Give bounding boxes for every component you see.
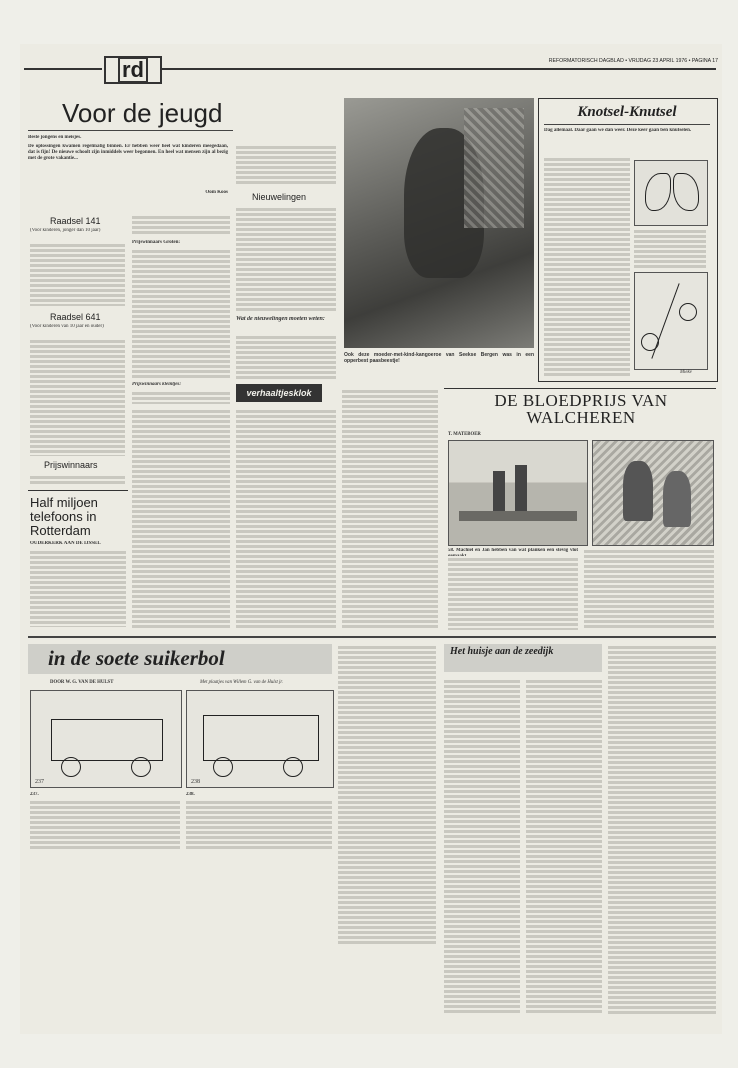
sukerbol-illustration-b xyxy=(186,690,334,788)
col3-lines-top xyxy=(236,144,336,186)
raadsel141-lines xyxy=(30,242,125,306)
bloedprijs-caption-lead: 58. Machiel en Jan hebben van wat planken een stevig vlot xyxy=(448,548,578,553)
kangaroo-caption: Ook deze moeder-met-kind-kangoeroe van Seekse Bergen was in een opperbest paasbeestje! xyxy=(344,352,534,365)
raadsel141-sub: (Voor kinderen, jonger dan 10 jaar) xyxy=(30,228,101,233)
rule xyxy=(28,130,233,131)
flower-drawing xyxy=(634,272,708,370)
jeugd-intro: De oplossingen kwamen regelmatig binnen. Er hebben weer heel wat kinderen meegedaan, dat is fijn! De nieuwe schoolt zijn inmiddels weer begonnen. En heel wat mensen zijn al bezig met de grote vakantie... xyxy=(28,144,228,162)
bloedprijs-title: DE BLOEDPRIJS VAN WALCHEREN xyxy=(494,391,668,427)
knotsel-signature: Mieke xyxy=(680,370,692,375)
jeugd-signoff: Oom Koos xyxy=(205,190,228,195)
raadsel641-lines xyxy=(30,338,125,456)
butterfly-drawing xyxy=(634,160,708,226)
prijswinnaars-groten-label: Prijswinnaars Groten: xyxy=(132,240,181,245)
bloedprijs-illustration-right xyxy=(592,440,714,546)
knotsel-lines-b xyxy=(634,228,706,268)
bloedprijs-text-a xyxy=(448,556,578,630)
huisje-col2 xyxy=(526,678,602,1014)
sukerbol-caption-b xyxy=(186,799,332,851)
rule xyxy=(544,124,710,125)
huisje-col3 xyxy=(608,644,716,1014)
sukerbol-banner xyxy=(28,644,332,674)
knotsel-title: Knotsel-Knutsel xyxy=(577,104,677,120)
verhaal-tag-text: verhaaltjesklok xyxy=(246,388,312,398)
raadsel641-sub: (Voor kinderen van 10 jaar en ouder) xyxy=(30,324,104,329)
bloedprijs-illustration-left xyxy=(448,440,588,546)
huisje-title: Het huisje aan de zeedijk xyxy=(450,646,554,657)
kleintjes-list xyxy=(132,390,230,404)
wat-title: Wat de nieuwelingen moeten weten: xyxy=(236,316,325,322)
masthead-logo xyxy=(104,56,162,84)
verhaal-col3 xyxy=(342,388,438,630)
col2-lines-top xyxy=(132,214,230,236)
prijswinnaars-kleintjes-label: Prijswinnaars kleintjes: xyxy=(132,382,182,387)
sukerbol-caption-b-num: 238. xyxy=(186,792,195,797)
sukerbol-illustration-a-number: 237 xyxy=(35,779,44,785)
sukerbol-credit: Met plaatjes van Willem G. van de Hulst jr. xyxy=(200,680,283,685)
masthead-rule-left xyxy=(24,68,102,70)
jeugd-title: Voor de jeugd xyxy=(62,98,223,128)
bloedprijs-text-b xyxy=(584,548,714,630)
kangaroo-photo xyxy=(344,98,534,348)
telefoons-dateline: OUDERKERK AAN DE IJSSEL xyxy=(30,541,101,546)
newspaper-page xyxy=(20,44,722,1034)
bloedprijs-author: T. MATEBOER xyxy=(448,432,481,437)
raadsel641-title: Raadsel 641 xyxy=(50,312,101,322)
groten-list xyxy=(132,248,230,378)
nieuwelingen-list xyxy=(236,206,336,312)
sukerbol-illustration-a xyxy=(30,690,182,788)
wat-list xyxy=(236,334,336,380)
sukerbol-column xyxy=(338,644,436,944)
sukerbol-title: in de soete suikerbol xyxy=(48,646,225,670)
sukerbol-caption-a xyxy=(30,799,180,851)
sukerbol-byline: DOOR W. G. VAN DE HULST xyxy=(50,680,114,685)
sukerbol-illustration-b-number: 238 xyxy=(191,779,200,785)
verhaal-tag xyxy=(236,384,322,402)
issue-line: REFORMATORISCH DAGBLAD • VRIJDAG 23 APRIL 1976 • PAGINA 17 xyxy=(548,58,718,64)
prijswinnaars-lines xyxy=(30,474,125,486)
masthead-rule-right xyxy=(160,68,716,70)
huisje-col1 xyxy=(444,678,520,1014)
rule xyxy=(28,636,716,638)
jeugd-greeting: Beste jongens en meisjes. xyxy=(28,135,82,140)
telefoons-text xyxy=(30,549,126,627)
sukerbol-caption-a-num: 237. xyxy=(30,792,39,797)
huisje-banner xyxy=(444,644,602,672)
nieuwelingen-title: Nieuwelingen xyxy=(252,192,307,202)
logo-text: rd xyxy=(118,57,148,83)
verhaal-col1 xyxy=(132,408,230,630)
telefoons-title: Half miljoen telefoons in Rotterdam xyxy=(30,495,98,538)
knotsel-lines-a xyxy=(544,156,630,376)
knotsel-intro: Dag allemaal. Daar gaan we dan weer. Deze keer gaan ben knutselen. xyxy=(544,128,692,133)
verhaal-col2 xyxy=(236,408,336,630)
raadsel141-title: Raadsel 141 xyxy=(50,216,101,226)
prijswinnaars-title: Prijswinnaars xyxy=(44,460,98,470)
